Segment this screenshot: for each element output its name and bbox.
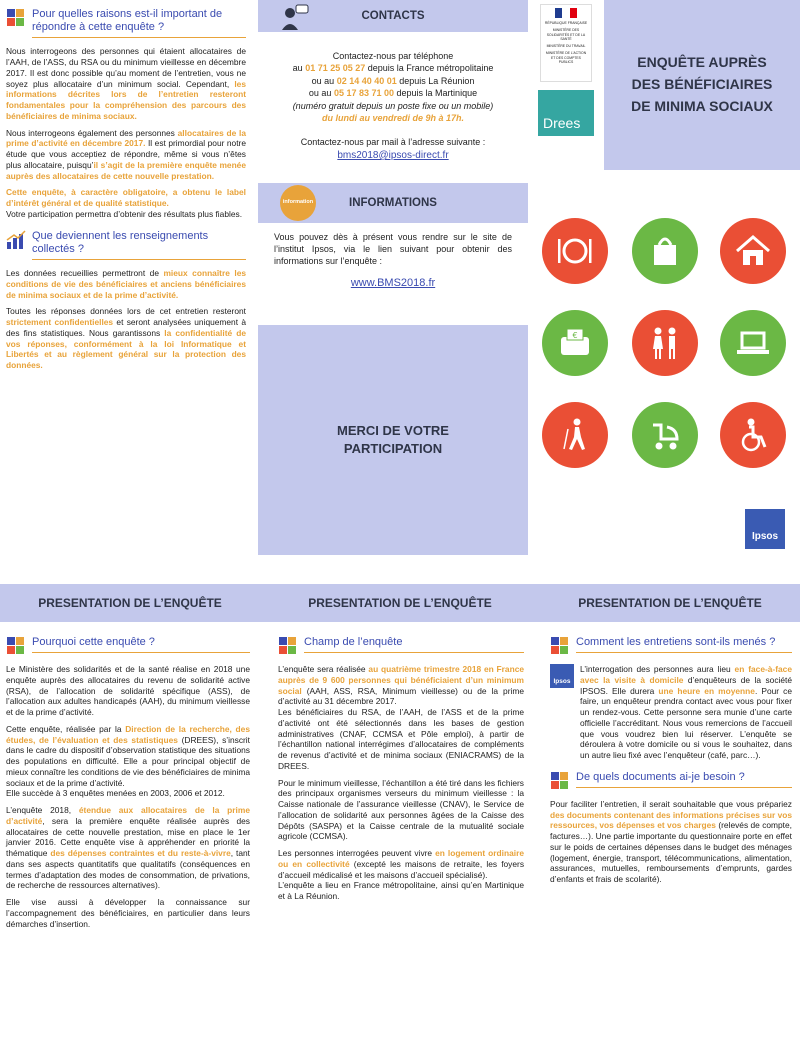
mail-link[interactable]: bms2018@ipsos-direct.fr bbox=[337, 149, 449, 161]
how-p1: L’interrogation des personnes aura lieu en face-à-face avec la visite à domicile d’enquêteurs de la société IPSOS. Elle durera une heure en moyenne. Pour ce faire, un enquêteur prendra contact avec vous pour fixer un rendez-vous. Cette personne sera munie d’une carte officielle l’accréditant. Nous vous remercions de l’accueil que vous voudrez bien lui réserver. L’enquête se déroulera à votre domicile ou si vous le souhaitez, dans un autre lieu fixé avec l’enquêteur (café, parc…). bbox=[580, 664, 793, 760]
puzzle-icon bbox=[6, 636, 26, 656]
cover-title: ENQUÊTE AUPRÈS DES BÉNÉFICIAIRES DE MINIMA SOCIAUX bbox=[631, 54, 773, 114]
data-heading bbox=[6, 230, 246, 260]
ipsos-logo: Ipsos bbox=[745, 509, 785, 549]
data-p1: Les données recueillies permettront de mieux connaître les conditions de vie des bénéficiaires et anciens bénéficiaires de minima sociaux et de la prime d’activité. bbox=[6, 268, 247, 300]
why-p3: L’enquête 2018, étendue aux allocataires de la prime d’activité, sera la première enquête réalisée auprès des allocataires de cette nouvelle prestation, mise en place le 1er janvier 2016. Cette enquête vise à appréhender en priorité la thématique des dépenses contraintes et du reste-à-vivre, tant dans ses aspects quantitatifs que qualitatifs (conséquences en termes d’adaptation des modes de consommation, de privations, de recherche de ressources alternatives). bbox=[6, 805, 250, 891]
ipsos-small-logo: Ipsos bbox=[550, 664, 574, 688]
phone-number-2[interactable]: 02 14 40 40 01 bbox=[336, 75, 397, 86]
scope-title: Champ de l’enquête bbox=[304, 636, 524, 653]
panel-contacts bbox=[258, 0, 528, 555]
phone-line-2: ou au 02 14 40 40 01 depuis La Réunion bbox=[311, 75, 475, 86]
mail-intro: Contactez-nous par mail à l’adresse suivante : bbox=[300, 137, 486, 148]
col3-header: PRESENTATION DE L’ENQUÊTE bbox=[578, 596, 762, 610]
scope-p1: L’enquête sera réalisée au quatrième trimestre 2018 en France auprès de 9 600 personnes qui bénéficiaient d’un minimum social (AAH, ASS, RSA, Minimum vieillesse) ou de la prime d’activité au 31 décembre 2017. Les bénéficiaires du RSA, de l’AAH, de l’ASS et de la prime d’activité ont été sélectionnés dans les bases de gestion administratives (CNAF, CCMSA et Pôle emploi), à partir de l’échantillon national interrégimes d’allocataires de compléments de revenus d’activité et de minima sociaux (ENIACRAMS) de la DREES. bbox=[278, 664, 525, 771]
col-scope bbox=[278, 636, 524, 908]
thanks-box bbox=[258, 325, 528, 555]
puzzle-icon bbox=[278, 636, 298, 656]
puzzle-icon bbox=[550, 771, 570, 791]
col2-header: PRESENTATION DE L’ENQUÊTE bbox=[308, 596, 492, 610]
free-note: (numéro gratuit depuis un poste fixe ou un mobile) bbox=[292, 100, 494, 111]
docs-heading bbox=[550, 771, 792, 791]
why-p4: Elle vise aussi à développer la connaissance sur l’accompagnement des bénéficiaires, en particulier dans leurs démarches d’insertion. bbox=[6, 897, 250, 929]
scope-p2: Pour le minimum vieillesse, l’échantillon a été tiré dans les fichiers des principaux organismes verseurs du minimum vieillesse : la Caisse nationale de l’assurance vieillesse (CNAV), le Service de l’allocation de solidarité aux personnes âgées de la Caisse des Dépôts (SASPA) et la Caisse centrale de la mutualité sociale agricole (CCMSA). bbox=[278, 777, 524, 842]
info-header bbox=[258, 183, 528, 223]
info-badge-icon: information bbox=[280, 185, 316, 221]
scope-heading bbox=[278, 636, 524, 656]
wallet-euro-icon bbox=[542, 310, 608, 376]
scope-p3: Les personnes interrogées peuvent vivre en logement ordinaire ou en collectivité (excepté les maisons de retraite, les foyers d’accueil médicalisé et les maisons d’accueil spécialisé). L’enquête a lieu en France métropolitaine, ainsi qu’en Martinique et à La Réunion. bbox=[278, 848, 525, 901]
couple-icon bbox=[632, 310, 698, 376]
how-title: Comment les entretiens sont-ils menés ? bbox=[576, 636, 792, 653]
how-heading bbox=[550, 636, 792, 656]
home-icon bbox=[720, 218, 786, 284]
french-flag-icon bbox=[555, 8, 577, 18]
reasons-p1: Nous interrogeons des personnes qui étaient allocataires de l’AAH, de l’ASS, du RSA ou du minimum vieillesse en décembre 2017. Il est donc possible qu’au moment de l’entretien, vous ne soyez plus allocataire d’un minimum social. Cependant, les informations décrites lors de l’entretien resteront fondamentales pour la compréhension des parcours des bénéficiaires de minima sociaux. bbox=[6, 46, 246, 121]
svg-text:€: € bbox=[572, 331, 578, 340]
why-p1: Le Ministère des solidarités et de la santé réalise en 2018 une enquête auprès des allocataires du revenu de solidarité active (RSA), de l’allocation de solidarité spécifique (ASS), de l’allocation aux adultes handicapés (AAH), du minimum vieillesse et de la prime d’activité. bbox=[6, 664, 250, 717]
reasons-p3: Cette enquête, à caractère obligatoire, a obtenu le label d’intérêt général et de qualité statistique. Votre participation permettra d’obtenir des résultats plus fiables. bbox=[6, 187, 246, 219]
contacts-title: CONTACTS bbox=[361, 10, 425, 22]
reasons-p2: Nous interrogeons également des personnes allocataires de la prime d’activité en décembre 2017. Il est primordial pour notre étude que vous acceptiez de répondre, même si vous n’êtes plus allocataire, puisqu’il s’agit de la première enquête menée auprès des allocataires de cette nouvelle prestation. bbox=[6, 127, 247, 181]
panel-reasons bbox=[6, 8, 246, 377]
docs-p1: Pour faciliter l’entretien, il serait souhaitable que vous prépariez des documents contenant des informations précises sur vos ressources, vos dépenses et vos charges (relevés de compte, factures…). Une partie importante du questionnaire porte en effet sur le poids de certaines dépenses dans le budget des ménages (logement, énergie, transport, télécommunications, alimentation, assurances, mutuelles, remboursements d’emprunts, gardes d’enfants et frais de scolarité). bbox=[550, 798, 793, 884]
laptop-icon bbox=[720, 310, 786, 376]
stroller-icon bbox=[632, 402, 698, 468]
data-title: Que deviennent les renseignements collectés ? bbox=[32, 230, 246, 260]
phone-intro: Contactez-nous par téléphone bbox=[332, 51, 454, 61]
puzzle-icon bbox=[6, 8, 26, 28]
why-p2: Cette enquête, réalisée par la Direction de la recherche, des études, de l’évaluation et des statistiques (DREES), s’inscrit dans le cadre du dispositif d’observation statistique des situations des populations en difficulté. Elle a pour principal objectif de mieux connaître les conditions de vie des bénéficiaires de minima sociaux et de la prime d’activité. Elle succède à 3 enquêtes menées en 2003, 2006 et 2012. bbox=[6, 723, 250, 799]
shopping-bag-icon bbox=[632, 218, 698, 284]
bar-chart-icon bbox=[6, 230, 26, 250]
opening-hours: du lundi au vendredi de 9h à 17h. bbox=[321, 113, 465, 124]
reasons-title: Pour quelles raisons est-il important de répondre à cette enquête ? bbox=[32, 8, 246, 38]
pedestrian-icon bbox=[542, 402, 608, 468]
phone-number-1[interactable]: 01 71 25 05 27 bbox=[305, 63, 366, 74]
info-text: Vous pouvez dès à présent vous rendre sur le site de l’institut Ipsos, via le lien suivant pour obtenir des informations sur l’enquête : bbox=[274, 231, 512, 267]
drees-logo: Drees bbox=[538, 90, 594, 136]
col-how bbox=[550, 636, 792, 891]
phone-line-3: ou au 05 17 83 71 00 depuis la Martinique bbox=[308, 88, 478, 99]
why-title: Pourquoi cette enquête ? bbox=[32, 636, 250, 653]
government-logo: RÉPUBLIQUE FRANÇAISE MINISTÈRE DES SOLIDARITÉS ET DE LA SANTÉ MINISTÈRE DU TRAVAIL MINISTÈRE DE L’ACTION ET DES COMPTES PUBLICS bbox=[540, 4, 592, 82]
col1-header: PRESENTATION DE L’ENQUÊTE bbox=[38, 596, 222, 610]
col-why bbox=[6, 636, 250, 935]
info-url-link[interactable]: www.BMS2018.fr bbox=[350, 276, 436, 289]
cover-title-box bbox=[604, 0, 800, 170]
panel-cover bbox=[532, 0, 800, 555]
info-title: INFORMATIONS bbox=[349, 196, 437, 209]
data-p2: Toutes les réponses données lors de cet entretien resteront strictement confidentielles et seront analysées uniquement à des fins statistiques. Nous garantissons la confidentialité de vos réponses, conformément à la loi Informatique et Libertés et au règlement général sur la protection des données. bbox=[6, 306, 247, 370]
food-icon bbox=[542, 218, 608, 284]
thanks-text: MERCI DE VOTRE PARTICIPATION bbox=[337, 422, 449, 456]
puzzle-icon bbox=[550, 636, 570, 656]
phone-line-1: au 01 71 25 05 27 depuis la France métropolitaine bbox=[292, 63, 494, 74]
reasons-heading bbox=[6, 8, 246, 38]
why-heading bbox=[6, 636, 250, 656]
phone-number-3[interactable]: 05 17 83 71 00 bbox=[333, 88, 395, 99]
contacts-header bbox=[258, 0, 528, 32]
docs-title: De quels documents ai-je besoin ? bbox=[576, 771, 792, 788]
wheelchair-icon bbox=[720, 402, 786, 468]
